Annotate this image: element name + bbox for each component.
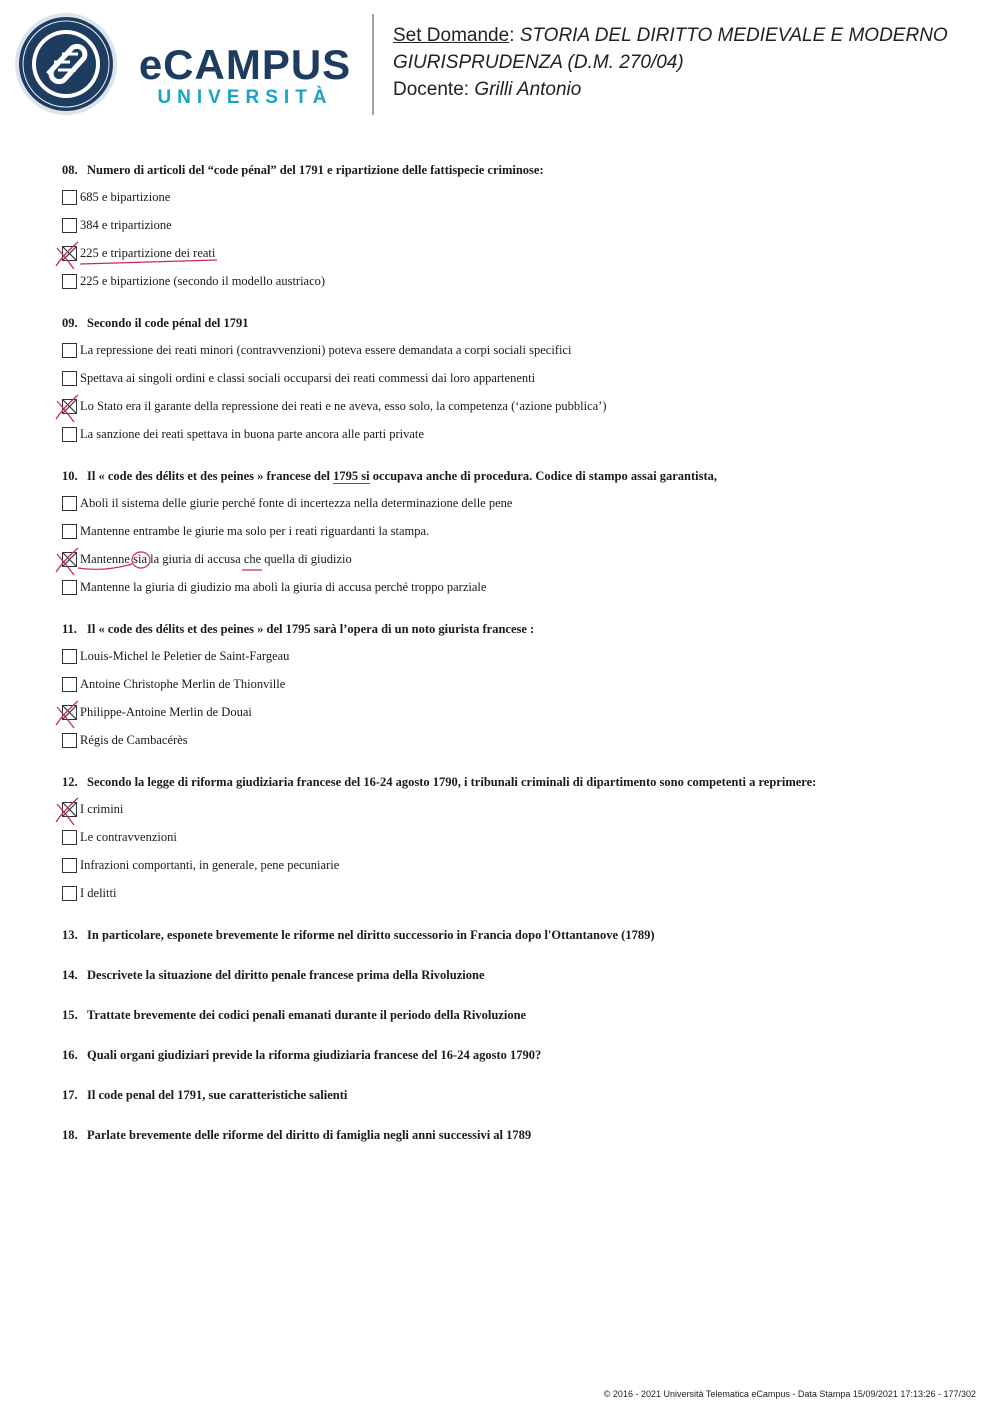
answer-option[interactable]	[62, 217, 962, 245]
answer-option[interactable]	[62, 342, 962, 370]
question-number: 16.	[62, 1048, 78, 1062]
question-08	[62, 161, 962, 301]
answer-option[interactable]	[62, 885, 962, 913]
open-question-15	[62, 1006, 962, 1024]
question-title	[62, 161, 962, 179]
question-09	[62, 314, 962, 454]
question-number: 18.	[62, 1128, 78, 1142]
open-question-18	[62, 1126, 962, 1144]
option-text: Mantenne sia la giuria di accusa che quella di giudizio	[80, 552, 352, 566]
check-x-icon	[62, 399, 77, 414]
answer-checkbox[interactable]	[62, 218, 77, 233]
question-text: Parlate brevemente delle riforme del diritto di famiglia negli anni successivi al 1789	[87, 1128, 532, 1142]
answer-checkbox-checked[interactable]	[62, 246, 77, 261]
question-number: 11.	[62, 622, 77, 636]
answer-option[interactable]	[62, 648, 962, 676]
option-text: Abolì il sistema delle giurie perché fonte di incertezza nella determinazione delle pene	[80, 496, 513, 510]
answer-option-selected[interactable]	[62, 704, 962, 732]
answer-checkbox[interactable]	[62, 343, 77, 358]
option-text: Lo Stato era il garante della repressione dei reati e ne aveva, esso solo, la competenza (‘azione pubblica’)	[80, 399, 607, 413]
question-number: 12.	[62, 775, 78, 789]
course-name: GIURISPRUDENZA (D.M. 270/04)	[393, 52, 684, 73]
answer-checkbox-checked[interactable]	[62, 399, 77, 414]
option-text: 225 e tripartizione dei reati	[80, 246, 216, 260]
question-number: 17.	[62, 1088, 78, 1102]
question-text: Il « code des délits et des peines » del 1795 sarà l’opera di un noto giurista francese :	[87, 622, 535, 636]
header-divider	[372, 14, 374, 115]
open-question-16	[62, 1046, 962, 1064]
answer-option[interactable]	[62, 732, 962, 760]
open-question-14	[62, 966, 962, 984]
answer-option[interactable]	[62, 273, 962, 301]
answer-checkbox-checked[interactable]	[62, 705, 77, 720]
check-x-icon	[62, 246, 77, 261]
answer-checkbox[interactable]	[62, 733, 77, 748]
open-question-17	[62, 1086, 962, 1104]
brand-wordmark	[132, 41, 358, 110]
option-text: Antoine Christophe Merlin de Thionville	[80, 677, 286, 691]
answer-option[interactable]	[62, 370, 962, 398]
answer-checkbox-checked[interactable]	[62, 802, 77, 817]
question-text: Secondo la legge di riforma giudiziaria francese del 16-24 agosto 1790, i tribunali criminali di dipartimento sono competenti a reprimere:	[87, 775, 817, 789]
answer-option[interactable]	[62, 426, 962, 454]
answer-checkbox[interactable]	[62, 830, 77, 845]
answer-checkbox[interactable]	[62, 190, 77, 205]
question-text: Descrivete la situazione del diritto penale francese prima della Rivoluzione	[87, 968, 485, 982]
answer-option-selected[interactable]	[62, 398, 962, 426]
option-text: I delitti	[80, 886, 117, 900]
answer-option[interactable]	[62, 676, 962, 704]
answer-checkbox[interactable]	[62, 524, 77, 539]
answer-option[interactable]	[62, 857, 962, 885]
option-text: La sanzione dei reati spettava in buona parte ancora alle parti private	[80, 427, 424, 441]
brand-subtitle: UNIVERSITÀ	[157, 87, 333, 108]
brand-name: eCAMPUS	[138, 41, 352, 88]
question-number: 10.	[62, 469, 78, 483]
question-text-before: Il « code des délits et des peines » francese del	[87, 469, 334, 483]
docente-label: Docente:	[393, 79, 470, 100]
option-text: 225 e bipartizione (secondo il modello austriaco)	[80, 274, 326, 288]
question-text: Il code penal del 1791, sue caratteristiche salienti	[87, 1088, 348, 1102]
answer-checkbox[interactable]	[62, 580, 77, 595]
docente-name: Grilli Antonio	[474, 79, 582, 100]
document-header	[393, 22, 993, 103]
answer-option[interactable]	[62, 495, 962, 523]
answer-checkbox[interactable]	[62, 677, 77, 692]
answer-option[interactable]	[62, 579, 962, 607]
question-11	[62, 620, 962, 760]
option-text: 685 e bipartizione	[80, 190, 171, 204]
option-text: 384 e tripartizione	[80, 218, 172, 232]
answer-checkbox[interactable]	[62, 427, 77, 442]
question-number: 13.	[62, 928, 78, 942]
question-number: 09.	[62, 316, 78, 330]
question-10	[62, 467, 962, 607]
answer-checkbox[interactable]	[62, 274, 77, 289]
option-text: Spettava ai singoli ordini e classi sociali occuparsi dei reati commessi dai loro appartenenti	[80, 371, 536, 385]
question-text-underlined: 1795 si	[333, 469, 370, 483]
answer-option-selected[interactable]	[62, 245, 962, 273]
set-colon: :	[509, 25, 520, 46]
check-x-icon	[62, 802, 77, 817]
answer-checkbox[interactable]	[62, 496, 77, 511]
answer-checkbox-checked[interactable]	[62, 552, 77, 567]
question-title	[62, 467, 962, 485]
option-text: Régis de Cambacérès	[80, 733, 188, 747]
option-text: La repressione dei reati minori (contravvenzioni) poteva essere demandata a corpi sociali specifici	[80, 343, 572, 357]
check-x-icon	[62, 705, 77, 720]
question-title	[62, 773, 962, 791]
question-text: Secondo il code pénal del 1791	[87, 316, 249, 330]
page-footer: © 2016 - 2021 Università Telematica eCampus - Data Stampa 15/09/2021 17:13:26 - 177/302	[603, 1389, 976, 1399]
option-text: Louis-Michel le Peletier de Saint-Fargeau	[80, 649, 290, 663]
question-text: Numero di articoli del “code pénal” del 1791 e ripartizione delle fattispecie criminose:	[87, 163, 544, 177]
question-text-after: occupava anche di procedura. Codice di stampo assai garantista,	[369, 469, 717, 483]
question-title	[62, 620, 962, 638]
question-number: 14.	[62, 968, 78, 982]
question-text: In particolare, esponete brevemente le riforme nel diritto successorio in Francia dopo l'Ottantanove (1789)	[87, 928, 655, 942]
question-list	[62, 161, 962, 1166]
answer-option[interactable]	[62, 829, 962, 857]
question-title	[62, 314, 962, 332]
answer-checkbox[interactable]	[62, 371, 77, 386]
option-text: I crimini	[80, 802, 124, 816]
question-text: Quali organi giudiziari previde la riforma giudiziaria francese del 16-24 agosto 1790?	[87, 1048, 542, 1062]
option-text: Infrazioni comportanti, in generale, pene pecuniarie	[80, 858, 340, 872]
set-label: Set Domande	[393, 25, 510, 46]
university-seal-logo	[14, 12, 118, 116]
question-number: 08.	[62, 163, 78, 177]
option-text: Philippe-Antoine Merlin de Douai	[80, 705, 252, 719]
option-text: Le contravvenzioni	[80, 830, 177, 844]
answer-checkbox[interactable]	[62, 858, 77, 873]
question-number: 15.	[62, 1008, 78, 1022]
answer-checkbox[interactable]	[62, 886, 77, 901]
answer-option-selected[interactable]	[62, 801, 962, 829]
check-x-icon	[62, 552, 77, 567]
question-12	[62, 773, 962, 913]
answer-option-selected[interactable]	[62, 551, 962, 579]
set-title: STORIA DEL DIRITTO MEDIEVALE E MODERNO	[519, 25, 948, 46]
answer-option[interactable]	[62, 189, 962, 217]
answer-checkbox[interactable]	[62, 649, 77, 664]
open-question-13	[62, 926, 962, 944]
question-text: Trattate brevemente dei codici penali emanati durante il periodo della Rivoluzione	[87, 1008, 527, 1022]
answer-option[interactable]	[62, 523, 962, 551]
option-text: Mantenne la giuria di giudizio ma abolì la giuria di accusa perché troppo parziale	[80, 580, 487, 594]
option-text: Mantenne entrambe le giurie ma solo per i reati riguardanti la stampa.	[80, 524, 430, 538]
